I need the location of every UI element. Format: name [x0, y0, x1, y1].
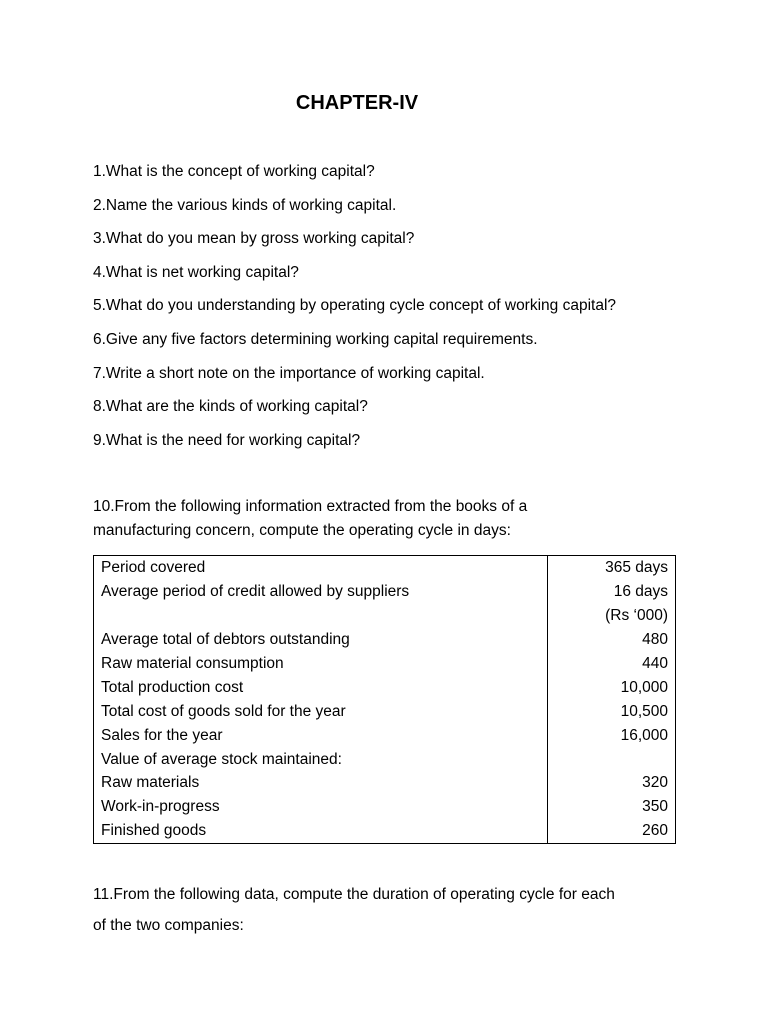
question-item: 6.Give any five factors determining working capital requirements. — [93, 330, 538, 348]
question-item: 7.Write a short note on the importance of working capital. — [93, 364, 485, 382]
row-value: 350 — [642, 798, 668, 816]
table-row — [94, 771, 676, 795]
row-value: 10,500 — [620, 702, 668, 720]
row-value: 16 days — [613, 583, 668, 601]
row-value: 365 days — [605, 559, 668, 577]
table-row — [94, 556, 676, 580]
row-value: 440 — [642, 655, 668, 672]
row-label: Period covered — [94, 556, 548, 580]
question-11-text — [93, 879, 683, 941]
table-row — [94, 580, 676, 604]
row-value — [548, 747, 676, 771]
question-list — [93, 157, 616, 459]
unit-label: (Rs ‘000) — [605, 607, 668, 625]
row-label: Value of average stock maintained: — [94, 747, 548, 771]
question-item: 2.Name the various kinds of working capital. — [93, 196, 397, 214]
question-11-line-2: of the two companies: — [93, 917, 244, 934]
question-item: 8.What are the kinds of working capital? — [93, 398, 368, 416]
table-row — [94, 628, 676, 652]
table-row — [94, 652, 676, 676]
question-item: 4.What is net working capital? — [93, 263, 299, 281]
question-item: 3.What do you mean by gross working capital? — [93, 230, 415, 248]
row-label: Work-in-progress — [94, 795, 548, 819]
question-10-line-2: manufacturing concern, compute the operating cycle in days: — [93, 522, 511, 539]
row-value: 260 — [642, 822, 668, 840]
question-item: 1.What is the concept of working capital? — [93, 163, 375, 180]
question-item: 9.What is the need for working capital? — [93, 431, 361, 449]
row-value: 16,000 — [620, 726, 668, 744]
row-label: Raw material consumption — [94, 652, 548, 676]
table-row — [94, 699, 676, 723]
row-label: Total cost of goods sold for the year — [94, 699, 548, 723]
row-label: Finished goods — [94, 819, 548, 843]
operating-cycle-info-table — [93, 555, 676, 844]
table-row — [94, 819, 676, 843]
question-10-line-1: 10.From the following information extracted from the books of a — [93, 498, 528, 515]
row-label: Average period of credit allowed by suppliers — [94, 580, 548, 604]
row-label: Total production cost — [94, 675, 548, 699]
table-row — [94, 795, 676, 819]
question-11-line-1: 11.From the following data, compute the duration of operating cycle for each — [93, 886, 615, 903]
table-row — [94, 604, 676, 628]
row-value: 10,000 — [620, 678, 668, 696]
row-label: Average total of debtors outstanding — [94, 628, 548, 652]
question-item: 5.What do you understanding by operating cycle concept of working capital? — [93, 297, 617, 315]
chapter-title: CHAPTER-IV — [295, 92, 419, 114]
table-row — [94, 675, 676, 699]
row-value: 320 — [642, 774, 668, 792]
row-label: Raw materials — [94, 771, 548, 795]
row-value: 480 — [642, 631, 668, 649]
row-label — [94, 604, 548, 628]
table-row — [94, 723, 676, 747]
question-10-text — [93, 495, 683, 543]
row-label: Sales for the year — [94, 723, 548, 747]
table-row — [94, 747, 676, 771]
